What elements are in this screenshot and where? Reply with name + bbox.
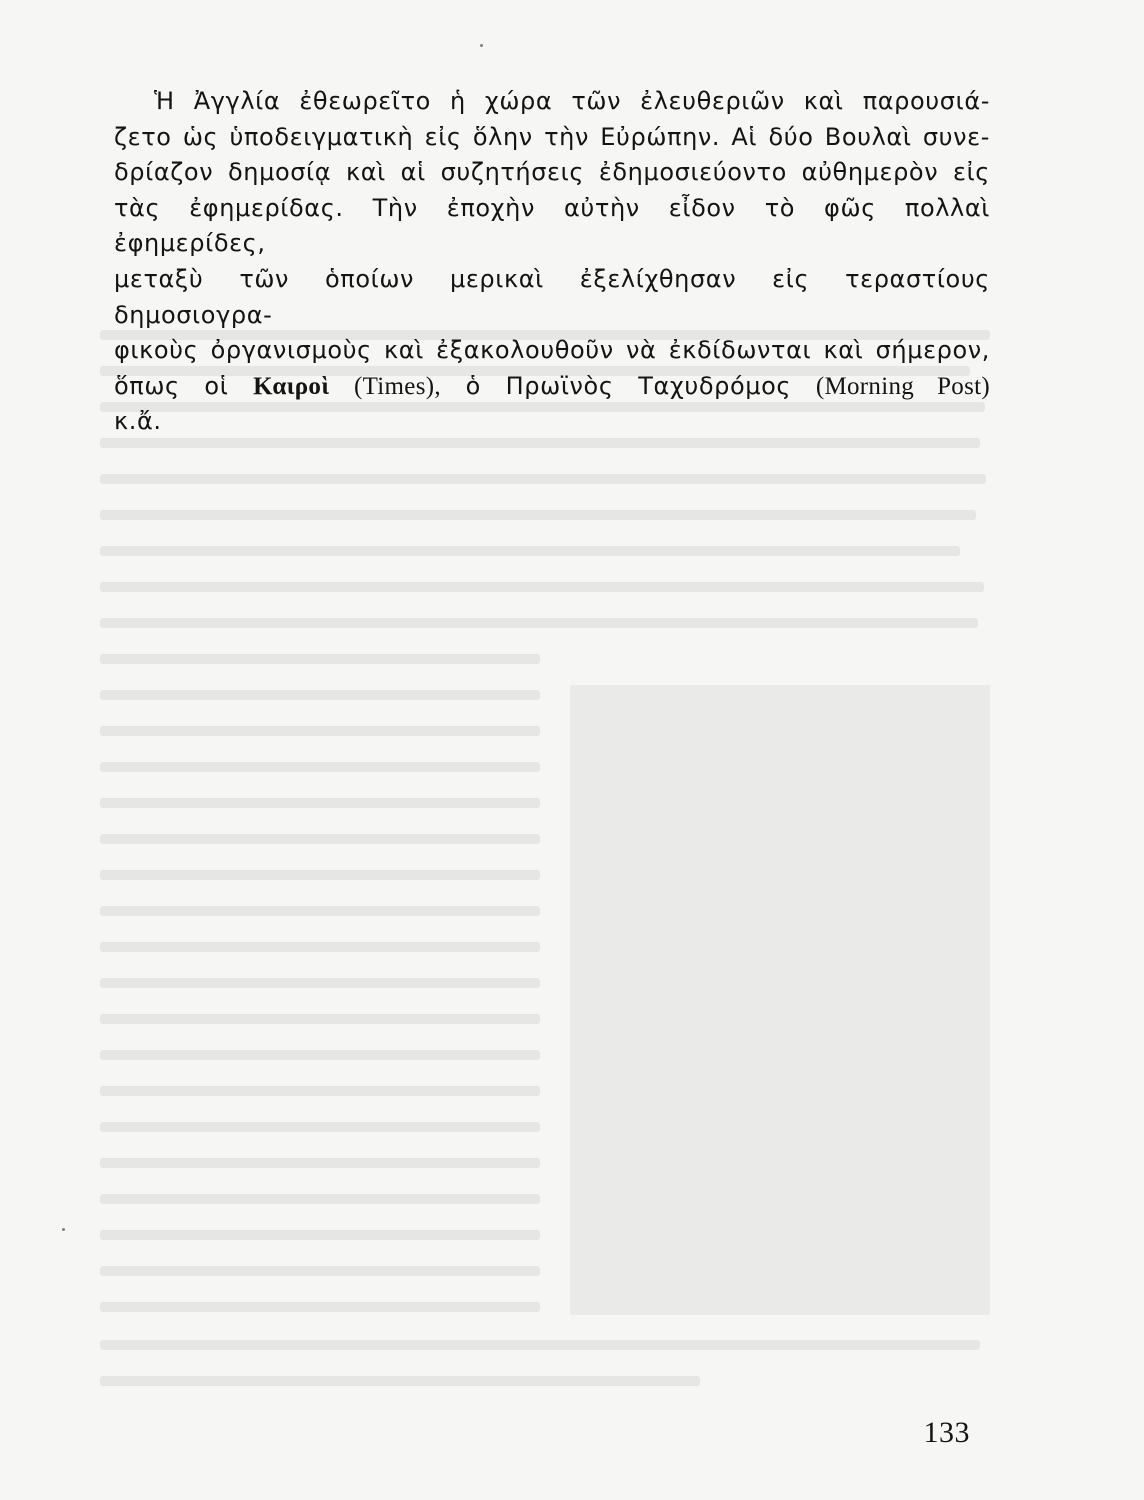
text-line-with-titles [114,369,990,405]
body-paragraph [114,84,990,440]
newspaper-title-greek: Καιροὶ [253,372,330,400]
newspaper-title-greek: ὁ Πρωϊνὸς Ταχυδρόμος [465,371,792,400]
text-line: Ἡ Ἀγγλία ἐθεωρεῖτο ἡ χώρα τῶν ἐλευθεριῶν καὶ παρουσιά- [154,87,990,115]
reverse-page-bleed-through [100,330,990,1390]
text-line: δρίαζον δημοσίᾳ καὶ αἱ συζητήσεις ἐδημοσιεύοντο αὐθημερὸν εἰς [114,158,990,187]
text-fragment: ὅπως οἱ [114,371,229,400]
speck-mark [62,1228,65,1231]
text-line: τὰς ἐφημερίδας. Τὴν ἐποχὴν αὐτὴν εἶδον τὸ φῶς πολλαὶ ἐφημερίδες, [114,193,990,258]
text-line: ζετο ὡς ὑποδειγματικὴ εἰς ὅλην τὴν Εὐρώπην. Αἱ δύο Βουλαὶ συνε- [114,122,990,151]
text-line: μεταξὺ τῶν ὁποίων μερικαὶ ἐξελίχθησαν εἰς τεραστίους δημοσιογρα- [114,264,990,329]
newspaper-title-english: (Morning Post) [815,372,990,400]
page-number: 133 [923,1416,970,1449]
speck-mark [480,44,483,47]
text-line: φικοὺς ὀργανισμοὺς καὶ ἐξακολουθοῦν νὰ ἐκδίδωνται καὶ σήμερον, [114,336,990,365]
text-line: κ.ἄ. [114,407,162,436]
newspaper-title-english: (Times), [353,372,441,400]
